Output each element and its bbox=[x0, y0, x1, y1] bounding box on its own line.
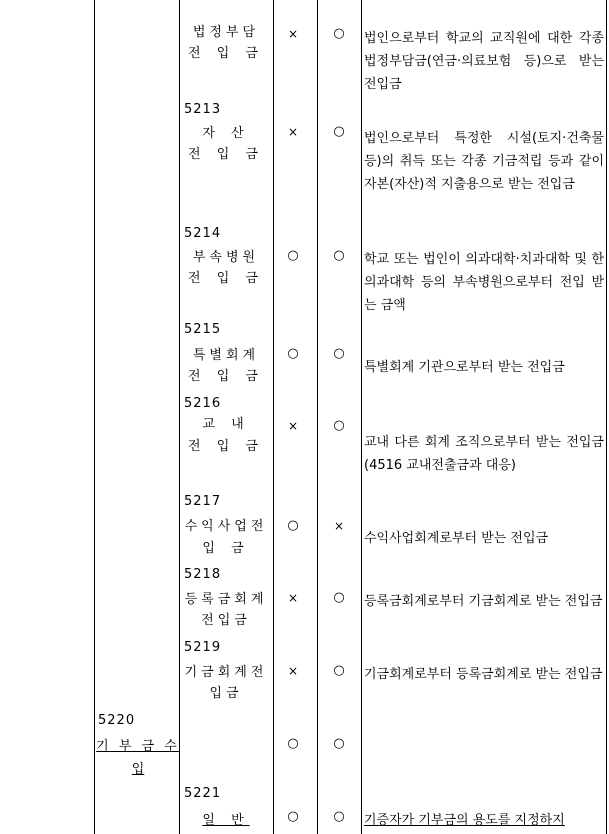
account-code: 5214 bbox=[184, 226, 222, 241]
mark-col1: × bbox=[287, 591, 299, 605]
mark-col2: ○ bbox=[333, 736, 345, 751]
account-description-text: 기증자가 기부금의 용도를 지정하지 bbox=[364, 813, 565, 828]
account-name-line1: 기 부 금 수 bbox=[96, 739, 180, 754]
account-name: 법정부담 bbox=[192, 25, 260, 40]
account-name-line2-wrap bbox=[96, 758, 180, 777]
account-name-line2: 전 입 금 bbox=[188, 46, 264, 61]
account-name: 기금회계전 bbox=[184, 665, 268, 680]
account-name: 부속병원 bbox=[192, 250, 260, 265]
account-name-line2: 입 금 bbox=[202, 541, 250, 556]
account-code: 5218 bbox=[184, 567, 222, 582]
account-name: 교 내 bbox=[202, 417, 250, 432]
account-code: 5215 bbox=[184, 322, 222, 337]
table-border-left bbox=[94, 0, 95, 834]
account-name-line2: 전 입 금 bbox=[188, 271, 264, 286]
account-description: 등록금회계로부터 기금회계로 받는 전입금 bbox=[364, 594, 603, 609]
mark-col2: ○ bbox=[333, 418, 345, 433]
account-code: 5217 bbox=[184, 494, 222, 509]
account-name-line2: 전 입 금 bbox=[188, 369, 264, 384]
mark-col1: × bbox=[287, 27, 299, 41]
account-description: 학교 또는 법인이 의과대학·치과대학 및 한의과대학 등의 부속병원으로부터 전입 받는 금액 bbox=[364, 252, 604, 313]
account-name: 수익사업전 bbox=[184, 519, 268, 534]
account-code: 5216 bbox=[184, 396, 222, 411]
table-border-right bbox=[606, 0, 607, 834]
table-border-col4 bbox=[317, 0, 318, 834]
table-border-col5 bbox=[361, 0, 362, 834]
mark-col2: ○ bbox=[333, 26, 345, 41]
mark-col1: × bbox=[287, 125, 299, 139]
mark-col2: ○ bbox=[333, 346, 345, 361]
account-code: 5221 bbox=[184, 786, 222, 801]
account-name-line2: 입금 bbox=[209, 686, 243, 701]
account-name: 특별회계 bbox=[192, 348, 260, 363]
table-border-col3 bbox=[273, 0, 274, 834]
account-name-text: 일 반 bbox=[202, 813, 250, 828]
mark-col1: ○ bbox=[287, 346, 299, 361]
account-name-line2: 전 입 금 bbox=[188, 147, 264, 162]
mark-col2: ○ bbox=[333, 248, 345, 263]
account-code: 5219 bbox=[184, 640, 222, 655]
account-name-line2: 전입금 bbox=[201, 613, 251, 628]
mark-col1: × bbox=[287, 419, 299, 433]
mark-col2: × bbox=[333, 519, 345, 533]
mark-col1: ○ bbox=[287, 736, 299, 751]
account-description: 기금회계로부터 등록금회계로 받는 전입금 bbox=[364, 667, 603, 682]
account-name-line2: 전 입 금 bbox=[188, 439, 264, 454]
mark-col1: ○ bbox=[287, 809, 299, 824]
account-description: 교내 다른 회계 조직으로부터 받는 전입금(4516 교내전출금과 대응) bbox=[364, 435, 604, 473]
mark-col1: ○ bbox=[287, 248, 299, 263]
account-description: 수익사업회계로부터 받는 전입금 bbox=[364, 531, 549, 546]
mark-col2: ○ bbox=[333, 124, 345, 139]
account-description: 특별회계 기관으로부터 받는 전입금 bbox=[364, 360, 565, 375]
mark-col2: ○ bbox=[333, 663, 345, 678]
account-description: 법인으로부터 특정한 시설(토지·건축물 등)의 취득 또는 각종 기금적립 등과 같이 자본(자산)적 지출용으로 받는 전입금 bbox=[364, 131, 604, 192]
mark-col1: × bbox=[287, 664, 299, 678]
account-name: 등록금회계 bbox=[184, 592, 268, 607]
account-description: 법인으로부터 학교의 교직원에 대한 각종 법정부담금(연금·의료보험 등)으로 받는 전입금 bbox=[364, 31, 604, 92]
account-name: 자 산 bbox=[202, 126, 250, 141]
account-name bbox=[180, 810, 272, 832]
mark-col1: ○ bbox=[287, 518, 299, 533]
mark-col2: ○ bbox=[333, 590, 345, 605]
account-code: 5213 bbox=[184, 102, 222, 117]
mark-col2: ○ bbox=[333, 809, 345, 824]
account-name-line2: 입 bbox=[131, 762, 145, 777]
account-name bbox=[96, 735, 180, 754]
account-code: 5220 bbox=[98, 713, 136, 728]
account-description bbox=[364, 809, 604, 832]
